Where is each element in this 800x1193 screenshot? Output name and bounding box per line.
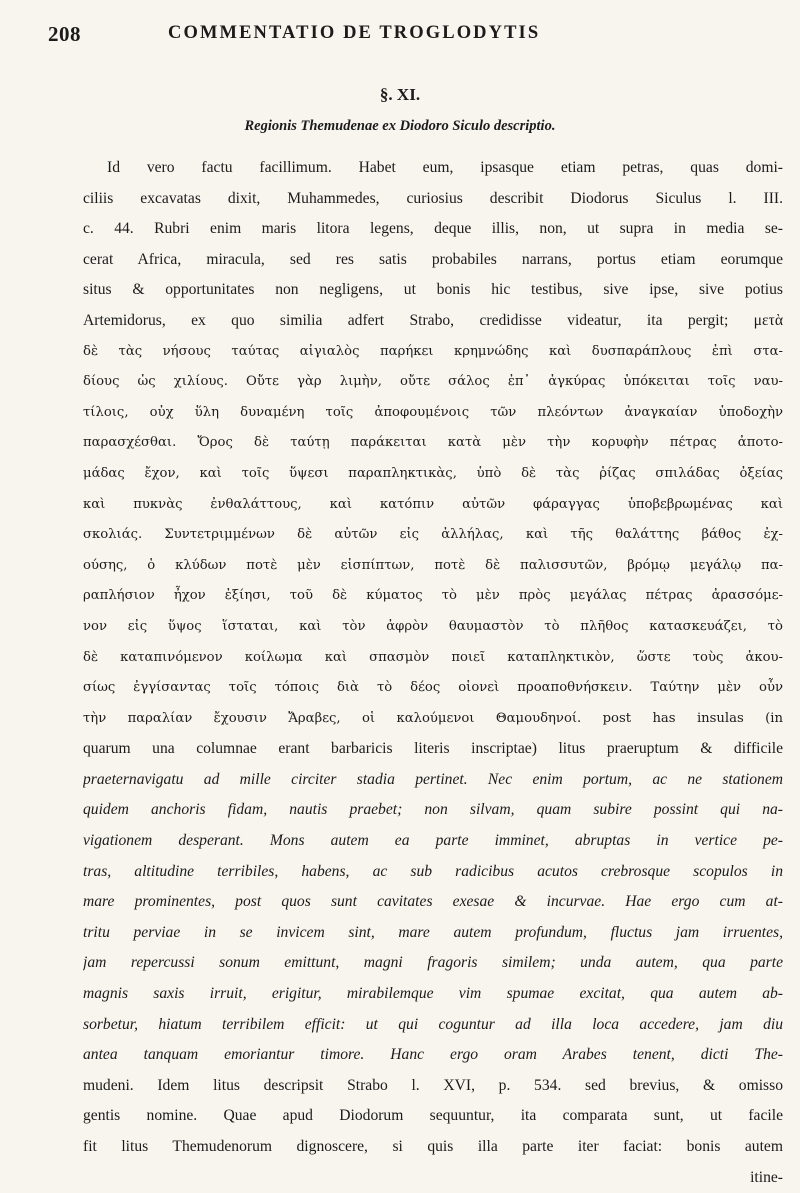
greek-line: μάδας ἔχον, καὶ τοῖς ὕψεσι παραπληκτικὰς, ὑπὸ δὲ τὰς ῥίζας σπιλάδας ὀξείας [83,465,783,481]
text-line: ciliis excavatas dixit, Muhammedes, curiosius describit Diodorus Siculus l. III. [83,189,783,207]
italic-line: magnis saxis irruit, erigitur, mirabilemque vim spumae excitat, qua autem ab- [83,985,783,1003]
italic-line: antea tanquam emoriantur timore. Hanc ergo oram Arabes tenent, dicti The- [83,1046,783,1064]
italic-line: sorbetur, hiatum terribilem efficit: ut qui coguntur ad illa loca accedere, jam diu [83,1015,783,1033]
text-line: c. 44. Rubri enim maris litora legens, deque illis, non, ut supra in media se- [83,220,783,238]
greek-line: καὶ πυκνὰς ἐνθαλάττους, καὶ κατόπιν αὐτῶν φάραγγας ὑποβεβρωμένας καὶ [83,496,783,512]
running-title: COMMENTATIO DE TROGLODYTIS [168,23,541,43]
text-line: mudeni. Idem litus descripsit Strabo l. XVI, p. 534. sed brevius, & omisso [83,1076,783,1094]
greek-line: παρασχέσθαι. Ὄρος δὲ ταύτῃ παράκειται κατὰ μὲν τὴν κορυφὴν πέτρας ἀποτο- [83,435,783,451]
greek-line: δὲ τὰς νήσους ταύτας αἰγιαλὸς παρήκει κρημνώδης καὶ δυσπαράπλους ἐπὶ στα- [83,343,783,359]
greek-line: δίους ὡς χιλίους. Οὔτε γὰρ λιμὴν, οὔτε σάλος ἐπ᾽ ἀγκύρας ὑπόκειται τοῖς ναυ- [83,374,783,390]
italic-line: tras, altitudine terribiles, habens, ac sub radicibus acutos crebrosque scopulos in [83,862,783,880]
greek-line: νον εἰς ὕψος ἵσταται, καὶ τὸν ἀφρὸν θαυμαστὸν τὸ πλῆθος κατασκευάζει, τὸ [83,618,783,634]
text-line: gentis nomine. Quae apud Diodorum sequuntur, ita comparata sunt, ut facile [83,1107,783,1125]
page-number: 208 [48,22,81,46]
italic-line: vigationem desperant. Mons autem ea parte imminet, abruptas in vertice pe- [83,832,783,850]
text-line: fit litus Themudenorum dignoscere, si quis illa parte iter faciat: bonis autem [83,1138,783,1155]
greek-line: τὴν παραλίαν ἔχουσιν Ἄραβες, οἱ καλούμενοι Θαμουδηνοί. post has insulas (in [83,710,783,726]
body-text [83,153,783,1193]
text-line: Id vero factu facillimum. Habet eum, ipsasque etiam petras, quas domi- [107,159,783,176]
text-line: cerat Africa, miracula, sed res satis probabiles narrans, portus etiam eorumque [83,250,783,268]
text-line: situs & opportunitates non negligens, ut bonis hic testibus, sive ipse, sive potius [83,281,783,299]
greek-line: σκολιάς. Συντετριμμένων δὲ αὐτῶν εἰς ἀλλήλας, καὶ τῆς θαλάττης βάθος ἐχ- [83,527,783,543]
greek-line: ούσης, ὁ κλύδων ποτὲ μὲν εἰσπίπτων, ποτὲ δὲ παλισσυτῶν, βρόμῳ μεγάλῳ πα- [83,557,783,573]
greek-line: σίως ἐγγίσαντας τοῖς τόποις διὰ τὸ δέος οἱονεὶ προαποθνήσκειν. Ταύτην μὲν οὖν [83,680,783,696]
text-line: quarum una columnae erant barbaricis literis inscriptae) litus praeruptum & difficile [83,740,783,758]
greek-line: δὲ καταπινόμενον κοίλωμα καὶ σπασμὸν ποιεῖ καταπληκτικὸν, ὥστε τοὺς ἀκου- [83,649,783,665]
page-header [48,22,760,46]
section-heading: Regionis Themudenae ex Diodoro Siculo descriptio. [244,118,556,134]
greek-line: τίλοις, οὐχ ὕλη δυναμένη τοῖς ἀποφουμένοις τῶν πλεόντων ἀναγκαίαν ὑποδοχὴν [83,404,783,420]
italic-line: jam repercussi sonum emittunt, magni fragoris similem; unda autem, qua parte [83,954,783,972]
catchword: itine- [750,1168,783,1186]
text-line: Artemidorus, ex quo similia adfert Strabo, credidisse videatur, ita pergit; μετὰ [83,311,783,329]
italic-line: quidem anchoris fidam, nautis praebet; non silvam, quam subire possint qui na- [83,801,783,819]
section-number: §. XI. [379,85,421,104]
greek-line: ραπλήσιον ἦχον ἐξίησι, τοῦ δὲ κύματος τὸ μὲν πρὸς μεγάλας πέτρας ἀρασσόμε- [83,588,783,604]
italic-line: praeternavigatu ad mille circiter stadia pertinet. Nec enim portum, ac ne stationem [83,770,783,788]
italic-line: tritu perviae in se invicem sint, mare autem profundum, fluctus jam irruentes, [83,923,783,941]
italic-line: mare prominentes, post quos sunt cavitates exesae & incurvae. Hae ergo cum at- [83,893,783,911]
